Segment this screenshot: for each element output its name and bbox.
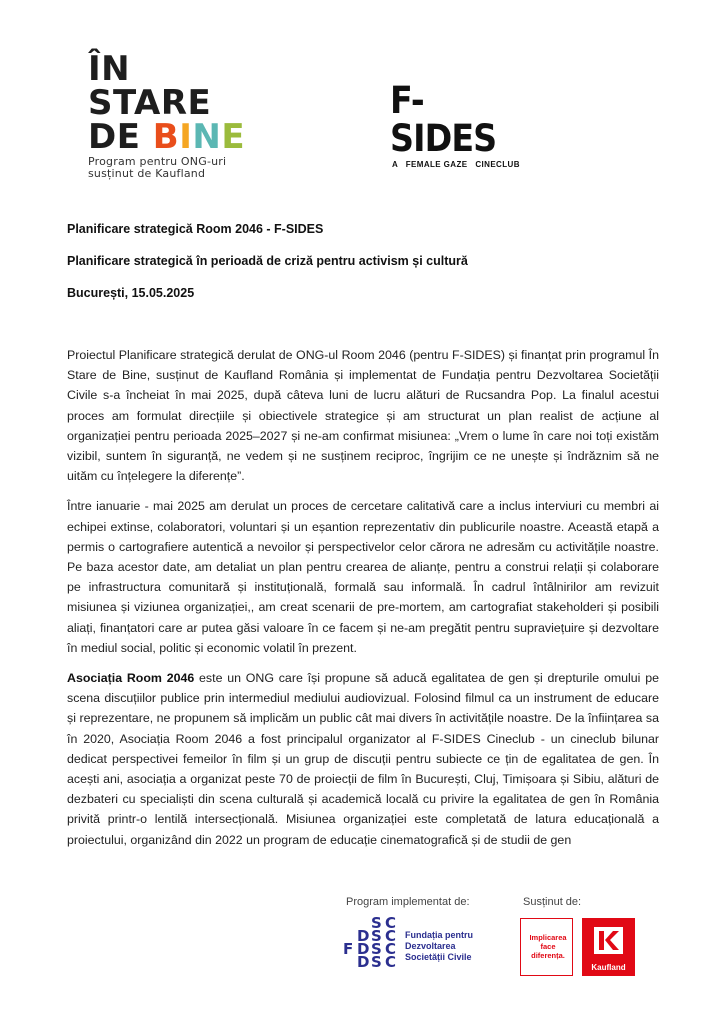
f-sides-subtitle: A FEMALE GAZE CINECLUB bbox=[392, 160, 520, 169]
paragraph-3-text: este un ONG care își propune să aducă egalitatea de gen și drepturile omului pe scena discuțiilor publice prin intermediul mediului audiovizual. Folosind filmul ca un instrument de educare și reprezentare, ne propunem să implicăm un public cât mai divers în activitățile noastre. De la înființarea sa în 2020, Asociația Room 2046 a fost principalul organizator al F-SIDES Cineclub - un cineclub bilunar dedicat perspectivei femeilor în film și un grup de discuții pentru subiecte ce țin de egalitatea de gen. În acești ani, asociația a organizat peste 70 de proiecții de film în București, Cluj, Timișoara și Sibiu, alături de dezbateri cu specialiști din scena culturală și academică locală cu privire la egalitatea de gen în România privită printr-o lentilă intersecțională. Misiunea organizației este completată de latura educațională a proiectului, organizând din 2022 un program de educație cinematografică și de studii de gen bbox=[67, 671, 659, 847]
fdsc-letter: S bbox=[371, 914, 382, 932]
in-stare-de-bine-logo bbox=[88, 49, 263, 180]
paragraph-2: Între ianuarie - mai 2025 am derulat un proces de cercetare calitativă care a inclus interviuri cu membri ai echipei extinse, colaboratori, voluntari și un eșantion reprezentativ din publicurile noastre. Această etapă a permis o cartografiere autentică a nevoilor și perspectivelor celor cărora ne adresăm cu activitățile noastre. Pe baza acestor date, am detaliat un plan pentru crearea de alianțe, pentru a construi relații și colaborare pe infrastructura comunitară și instituțională, formală sau informală. În cadrul întâlnirilor am revizuit misiunea și viziunea organizației,, am creat scenarii de pre-mortem, am cartografiat stakeholderi și posibili aliați, finanțatori care ar putea găsi valoare în ce facem și ne-am pregătit pentru supraviețuire și dezvoltare în mediul social, politic și economic volatil în prezent. bbox=[67, 499, 659, 655]
document-title: Planificare strategică Room 2046 - F-SIDES bbox=[67, 222, 324, 236]
fdsc-letter: S bbox=[371, 927, 382, 945]
document-subtitle: Planificare strategică în perioadă de criză pentru activism și cultură bbox=[67, 254, 468, 268]
fdsc-name-line-1: Fundația pentru bbox=[405, 930, 473, 940]
fdsc-letter: D bbox=[357, 927, 370, 945]
fdsc-letter: F bbox=[343, 940, 354, 958]
fdsc-letter: C bbox=[385, 953, 397, 971]
kaufland-logo bbox=[582, 918, 635, 976]
logo-letter-e: E bbox=[221, 117, 246, 157]
logo-line-1: ÎN STARE bbox=[88, 49, 212, 123]
logo-sub-2: susținut de Kaufland bbox=[88, 167, 206, 180]
kaufland-name: Kaufland bbox=[591, 963, 626, 972]
fdsc-letter: C bbox=[385, 914, 397, 932]
campaign-line-1: Implicarea bbox=[529, 933, 567, 942]
logo-letter-b: B bbox=[152, 117, 180, 157]
f-sides-title: F-SIDES bbox=[390, 79, 497, 160]
campaign-line-3: diferența. bbox=[531, 951, 565, 960]
fdsc-name bbox=[405, 930, 473, 963]
paragraph-3-bold: Asociația Room 2046 bbox=[67, 671, 195, 686]
campaign-text bbox=[525, 933, 571, 960]
logo-letter-n: N bbox=[192, 117, 222, 157]
kaufland-campaign-logo bbox=[520, 918, 573, 976]
body-text bbox=[67, 345, 659, 860]
fdsc-letter-grid bbox=[343, 916, 401, 978]
logo-de: DE bbox=[88, 117, 153, 157]
fdsc-name-line-3: Societății Civile bbox=[405, 952, 472, 962]
fdsc-letter: C bbox=[385, 927, 397, 945]
document-date: București, 15.05.2025 bbox=[67, 286, 195, 300]
fdsc-letter: S bbox=[371, 953, 382, 971]
fdsc-logo bbox=[343, 916, 493, 978]
fdsc-letter: C bbox=[385, 940, 397, 958]
logo-letter-i: I bbox=[179, 117, 193, 157]
logo-sub-1: Program pentru ONG-uri bbox=[88, 155, 227, 168]
supported-by-label: Susținut de: bbox=[523, 896, 582, 908]
paragraph-3 bbox=[67, 668, 659, 850]
fdsc-letter: S bbox=[371, 940, 382, 958]
fdsc-letter: D bbox=[357, 940, 370, 958]
fdsc-letter: D bbox=[357, 953, 370, 971]
paragraph-1: Proiectul Planificare strategică derulat de ONG-ul Room 2046 (pentru F-SIDES) și finanțat prin programul În Stare de Bine, susținut de Kaufland România și implementat de Fundația pentru Dezvoltarea Societății Civile s-a încheiat în mai 2025, după câteva luni de lucru alături de Rucsandra Pop. La finalul acestui proces am formulat direcțiile și obiectivele strategice și am structurat un plan realist de acțiune al organizației pentru perioada 2025–2027 și ne-am confirmat misiunea: „Vrem o lume în care noi toți existăm vizibil, suntem în siguranță, ne vedem și ne susținem reciproc, îngrijim ce ne unește și îndrăznim să ne uităm cu înțelegere la diferențe”. bbox=[67, 348, 659, 484]
f-sides-logo bbox=[390, 79, 540, 169]
fdsc-name-line-2: Dezvoltarea bbox=[405, 941, 456, 951]
kaufland-k-icon bbox=[582, 918, 635, 960]
campaign-line-2: face bbox=[540, 942, 556, 951]
logo-line-2 bbox=[88, 117, 263, 157]
implemented-by-label: Program implementat de: bbox=[346, 896, 470, 908]
